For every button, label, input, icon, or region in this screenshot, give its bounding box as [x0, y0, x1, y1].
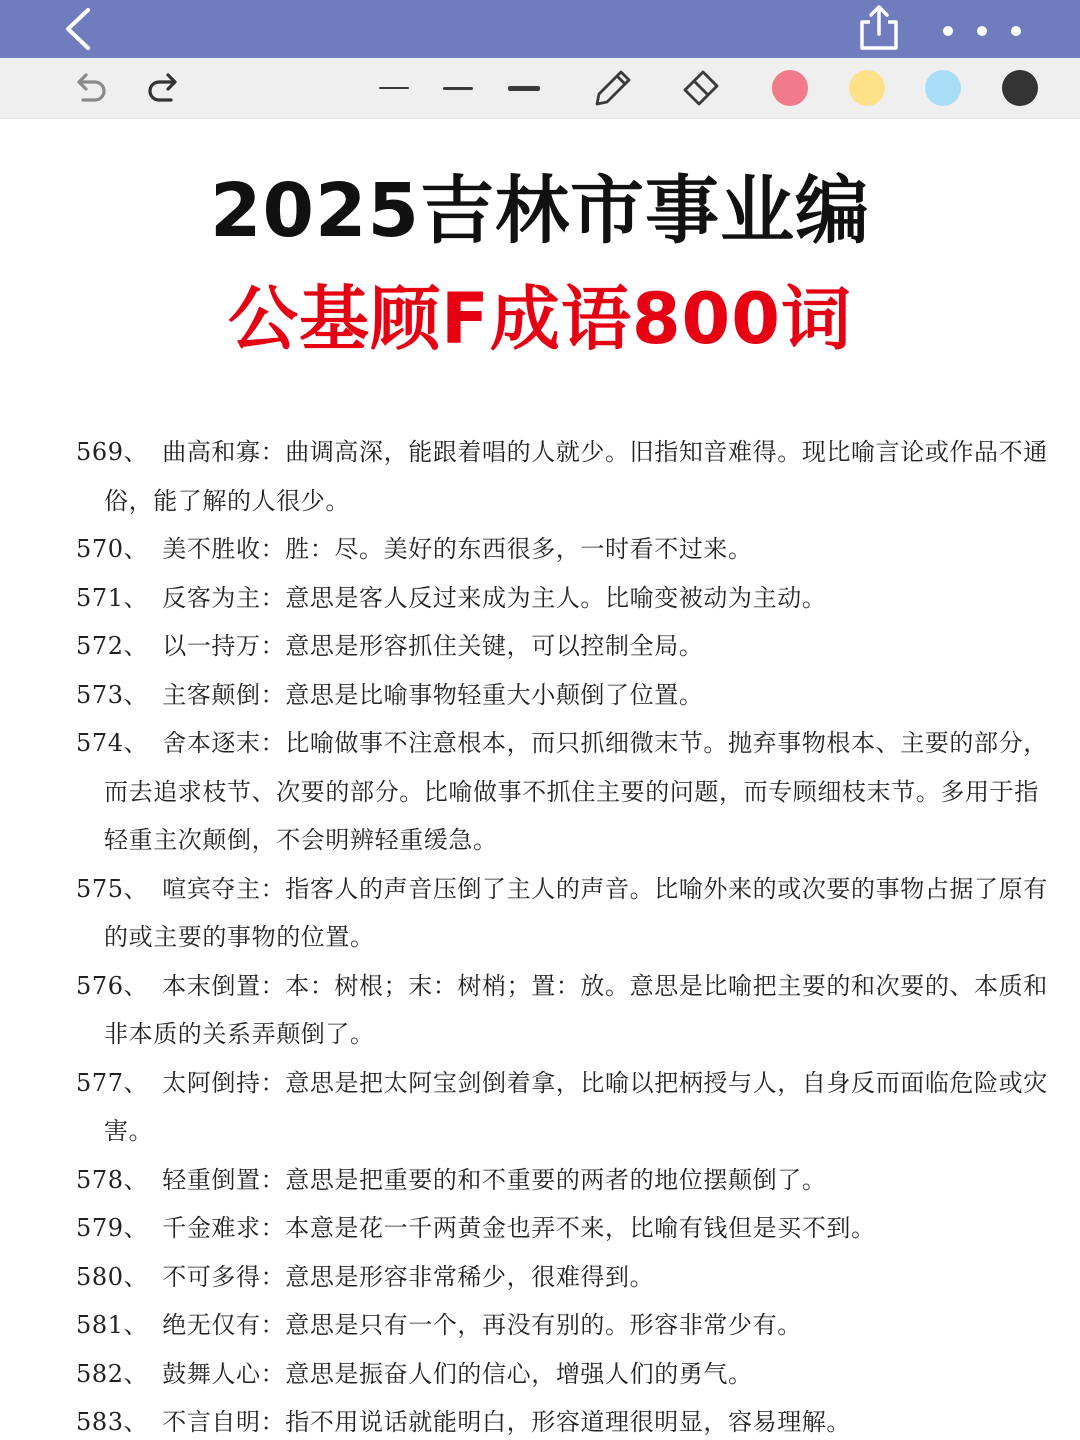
idiom-entry	[76, 671, 1060, 720]
share-icon	[854, 2, 904, 54]
light-blue-color-swatch	[925, 70, 961, 106]
entry-definition: ：意思是客人反过来成为主人。比喻变被动为主动。	[260, 583, 827, 612]
entry-idiom: 美不胜收	[162, 535, 261, 563]
thick-line-button[interactable]	[504, 58, 544, 118]
more-button[interactable]	[930, 14, 1030, 48]
entry-number: 579、	[76, 1214, 149, 1242]
thick-line-icon	[508, 86, 540, 91]
entry-idiom: 轻重倒置	[162, 1165, 261, 1194]
entry-number: 576、	[76, 971, 149, 1000]
idiom-entry	[76, 1350, 1060, 1399]
yellow-color-swatch	[849, 70, 885, 106]
entry-definition: ：意思是形容非常稀少，很难得到。	[260, 1262, 655, 1291]
entry-idiom: 不可多得	[162, 1262, 261, 1291]
idiom-entry	[76, 1059, 1060, 1156]
medium-line-icon	[443, 87, 473, 90]
entry-definition: ：意思是形容抓住关键，可以控制全局。	[260, 632, 704, 660]
top-bar	[0, 0, 1080, 58]
entry-number: 577、	[76, 1068, 149, 1097]
entry-definition: ：意思是把太阿宝剑倒着拿，比喻以把柄授与人，自身反而面临危险或灾害。	[104, 1068, 1048, 1145]
idiom-entry	[76, 962, 1060, 1059]
entry-number: 581、	[76, 1311, 149, 1339]
eraser-button[interactable]	[676, 58, 726, 118]
document-subtitle: 公基顾F成语800词	[228, 278, 852, 360]
entry-number: 572、	[76, 632, 149, 660]
redo-button[interactable]	[140, 58, 190, 118]
entry-definition: ：意思是把重要的和不重要的两者的地位摆颠倒了。	[260, 1165, 827, 1194]
entry-number: 575、	[76, 874, 149, 903]
thin-line-icon	[379, 87, 409, 89]
entry-definition: ：本：树根；末：树梢；置：放。意思是比喻把主要的和次要的、本质和非本质的关系弄颠倒了。	[104, 971, 1048, 1048]
entry-definition: ：比喻做事不注意根本，而只抓细微末节。抛弃事物根本、主要的部分，而去追求枝节、次要的部分。比喻做事不抓住主要的问题，而专顾细枝末节。多用于指轻重主次颠倒，不会明辨轻重缓急。	[104, 729, 1048, 854]
back-icon	[56, 6, 102, 52]
black-color-swatch	[1002, 70, 1038, 106]
entry-definition: ：指不用说话就能明白，形容道理很明显，容易理解。	[260, 1408, 852, 1436]
color-yellow-button[interactable]	[845, 58, 889, 118]
pen-button[interactable]	[588, 58, 638, 118]
color-black-button[interactable]	[998, 58, 1042, 118]
idiom-entry	[76, 1204, 1060, 1253]
document-title: 2025吉林市事业编	[210, 168, 870, 254]
entry-number: 580、	[76, 1262, 149, 1291]
entry-definition: ：胜：尽。美好的东西很多，一时看不过来。	[260, 535, 753, 563]
undo-icon	[69, 68, 109, 108]
entry-definition: ：意思是比喻事物轻重大小颠倒了位置。	[260, 680, 704, 709]
pen-icon	[591, 66, 635, 110]
idiom-entry	[76, 622, 1060, 671]
idiom-entry	[76, 525, 1060, 574]
entry-definition: ：本意是花一千两黄金也弄不来，比喻有钱但是买不到。	[260, 1214, 876, 1242]
entry-idiom: 本末倒置	[162, 971, 261, 1000]
idiom-entry	[76, 1253, 1060, 1302]
idiom-entry	[76, 574, 1060, 623]
entry-idiom: 以一持万	[162, 632, 261, 660]
entry-idiom: 舍本逐末	[162, 729, 261, 757]
share-button[interactable]	[854, 2, 904, 54]
undo-button[interactable]	[64, 58, 114, 118]
entry-definition: ：意思是只有一个，再没有别的。形容非常少有。	[260, 1311, 802, 1339]
entry-number: 573、	[76, 680, 149, 709]
entry-number: 570、	[76, 535, 149, 563]
idiom-list	[76, 428, 1060, 1440]
back-button[interactable]	[56, 6, 102, 52]
idiom-entry	[76, 865, 1060, 962]
entry-idiom: 喧宾夺主	[162, 874, 261, 903]
entry-definition: ：曲调高深，能跟着唱的人就少。旧指知音难得。现比喻言论或作品不通俗，能了解的人很少。	[104, 438, 1048, 515]
entry-number: 582、	[76, 1359, 149, 1388]
entry-number: 578、	[76, 1165, 149, 1194]
idiom-entry	[76, 428, 1060, 525]
idiom-entry	[76, 719, 1060, 865]
entry-number: 574、	[76, 729, 149, 757]
entry-idiom: 太阿倒持	[162, 1068, 261, 1097]
entry-idiom: 反客为主	[162, 583, 261, 612]
entry-idiom: 曲高和寡	[162, 438, 261, 466]
more-icon	[930, 14, 1030, 48]
idiom-entry	[76, 1156, 1060, 1205]
idiom-entry	[76, 1398, 1060, 1440]
entry-idiom: 不言自明	[162, 1408, 261, 1436]
entry-idiom: 主客颠倒	[162, 680, 261, 709]
entry-definition: ：指客人的声音压倒了主人的声音。比喻外来的或次要的事物占据了原有的或主要的事物的位置。	[104, 874, 1048, 951]
entry-definition: ：意思是振奋人们的信心，增强人们的勇气。	[260, 1359, 753, 1388]
medium-line-button[interactable]	[438, 58, 478, 118]
annotation-toolbar	[0, 58, 1080, 119]
color-light-blue-button[interactable]	[921, 58, 965, 118]
eraser-icon	[679, 66, 723, 110]
thin-line-button[interactable]	[374, 58, 414, 118]
redo-icon	[145, 68, 185, 108]
color-pink-button[interactable]	[768, 58, 812, 118]
idiom-entry	[76, 1301, 1060, 1350]
pink-color-swatch	[772, 70, 808, 106]
entry-number: 571、	[76, 583, 149, 612]
entry-number: 583、	[76, 1408, 149, 1436]
entry-idiom: 鼓舞人心	[162, 1359, 261, 1388]
entry-number: 569、	[76, 438, 149, 466]
entry-idiom: 千金难求	[162, 1214, 261, 1242]
entry-idiom: 绝无仅有	[162, 1311, 261, 1339]
